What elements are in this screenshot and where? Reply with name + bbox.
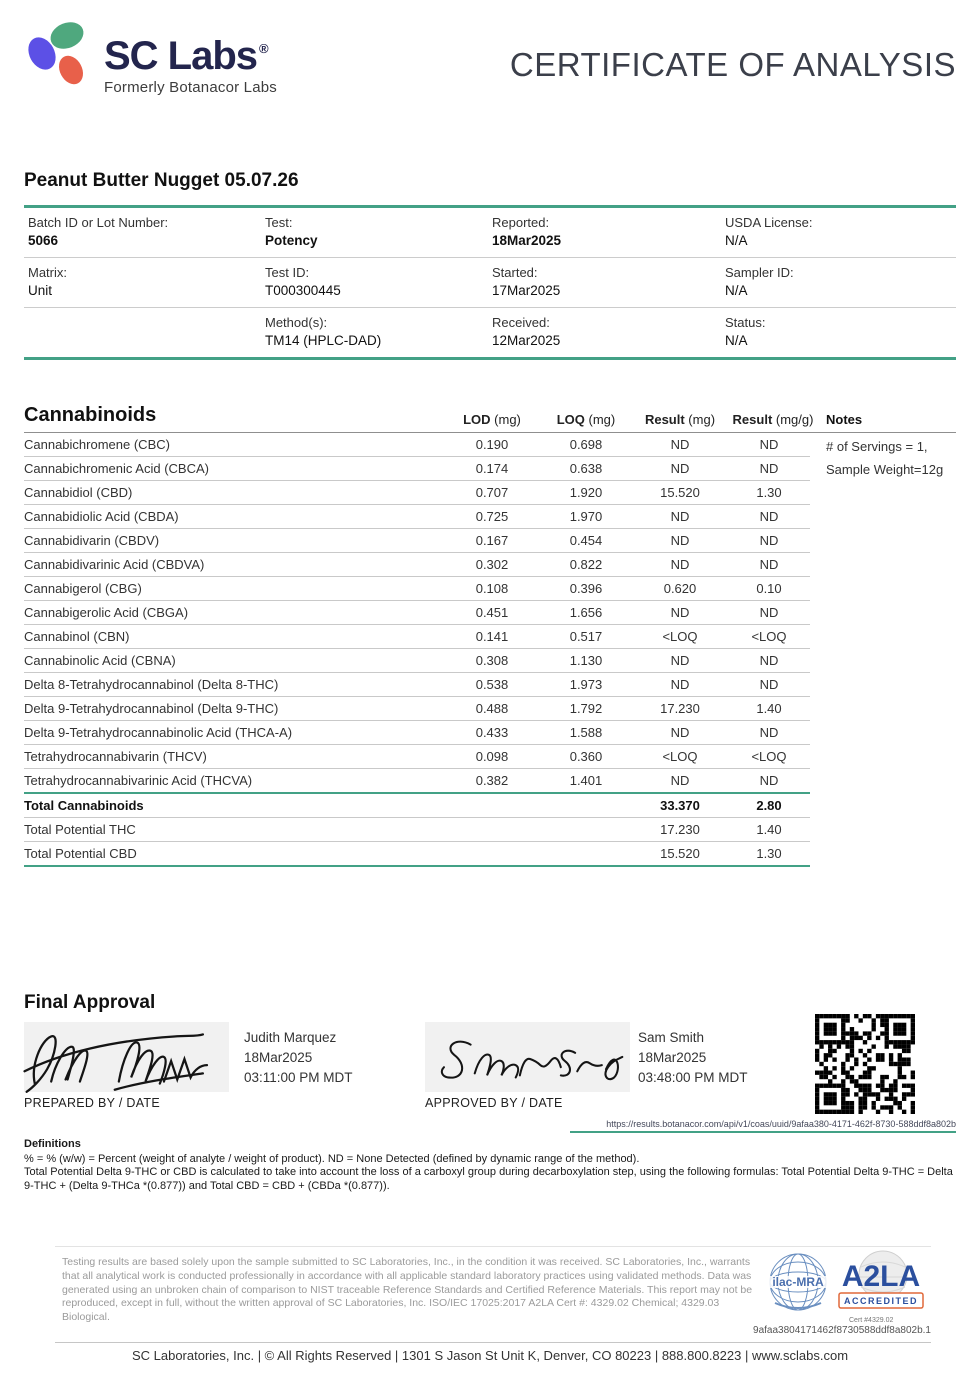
approval-divider [570,1131,956,1133]
cert-number: Cert #4329.02 [849,1317,894,1324]
info-value: 17Mar2025 [492,283,561,298]
info-value: N/A [725,233,748,248]
info-cell [492,315,725,348]
info-label: Test ID: [265,265,310,280]
info-row [24,258,956,308]
cannabinoid-row [24,721,810,745]
info-value: TM14 (HPLC-DAD) [265,333,382,348]
info-row [24,208,956,258]
result-mgg-value: ND [759,677,779,692]
info-cell [265,315,492,348]
info-cell [24,315,265,348]
result-mg-value: ND [670,557,690,572]
prepared-signature-box [24,1022,229,1092]
info-label: Batch ID or Lot Number: [28,215,169,230]
loq-value: 0.454 [569,533,603,548]
lod-value: 0.308 [475,653,509,668]
info-value: 5066 [28,233,59,248]
info-value: Potency [265,233,318,248]
lod-value: 0.382 [475,773,509,788]
info-label: USDA License: [725,215,813,230]
analyte-name: Delta 8-Tetrahydrocannabinol (Delta 8-THC) [24,677,279,692]
approved-by-details [638,1028,748,1088]
analyte-name: Cannabichromenic Acid (CBCA) [24,461,209,476]
analyte-name: Cannabidiolic Acid (CBDA) [24,509,179,524]
definitions-section [24,1138,958,1193]
loq-value: 0.822 [569,557,603,572]
result-mgg-value: 1.30 [756,485,782,500]
preparer-name: Judith Marquez [244,1030,337,1045]
loq-value: 0.517 [569,629,603,644]
info-label: Started: [492,265,538,280]
footer-address-bar: SC Laboratories, Inc. | © All Rights Reserved | 1301 S Jason St Unit K, Denver, CO 80223 | 888.800.8223 | www.sclabs.com [131,1348,849,1363]
cannabinoid-row [24,601,810,625]
approver-name: Sam Smith [638,1030,705,1045]
result-mgg-value: ND [759,533,779,548]
info-value: T000300445 [265,283,341,298]
brand-name-text: SC Labs [104,34,258,78]
result-mg-value: <LOQ [662,629,698,644]
result-mg-value: ND [670,509,690,524]
cannabinoid-row [24,481,810,505]
total-result-mg: 17.230 [660,822,700,837]
prepared-by-details [244,1028,353,1088]
total-label: Total Potential THC [24,822,136,837]
cannabinoid-row [24,553,810,577]
ilac-mra-label: ilac-MRA [772,1275,824,1289]
definition-line: Total Potential Delta 9-THC or CBD is calculated to take into account the loss of a carboxyl group during decarboxylation step, using the following formulas: Total Potential Delta 9-THC = Delta 9-THC + (Delta 9-THCa *(0.877)) and Total CBD = CBD + (CBDa *(0.877)). [24,1166,953,1192]
analyte-name: Cannabidivarinic Acid (CBDVA) [24,557,205,572]
sample-name-title: Peanut Butter Nugget 05.07.26 [24,170,299,191]
result-mg-value: ND [670,773,690,788]
qr-code [815,1014,915,1114]
ilac-mra-logo-icon [767,1251,829,1315]
info-cell [725,265,956,298]
loq-value: 0.638 [569,461,603,476]
result-mg-value: ND [670,533,690,548]
logo-text [104,22,277,96]
accreditation-block [753,1249,931,1341]
loq-value: 1.656 [569,605,603,620]
result-mgg-value: 1.40 [756,701,782,716]
info-cell [24,215,265,248]
brand-name [104,28,277,77]
info-cell [725,215,956,248]
definition-line: % = % (w/w) = Percent (weight of analyte / weight of product). ND = None Detected (defined by dynamic range of the method). [24,1152,640,1165]
result-mgg-value: ND [759,653,779,668]
result-mg-value: 17.230 [660,701,700,716]
loq-value: 0.360 [569,749,603,764]
analyte-name: Cannabidivarin (CBDV) [24,533,160,548]
cannabinoid-row [24,697,810,721]
a2la-logo-icon [831,1249,929,1315]
cannabinoid-row [24,457,810,481]
cannabinoid-row [24,505,810,529]
disclaimer-text: Testing results are based solely upon the sample submitted to SC Laboratories, Inc., in the condition it was received. SC Laboratories, Inc., warrants that all analytical work is conducted professionally in accordance with all applicable standard laboratory practices using validated methods. Data was generated using an unbroken chain of comparison to NIST traceable Reference Standards and Certified Reference Materials. This report may not be reproduced, except in full, without the written approval of SC Laboratories, Inc. ISO/IEC 17025:2017 A2LA Cert #: 4329.02 Chemical; 4329.03 Biological. [62,1256,753,1324]
a2la-label: A2LA [841,1260,921,1293]
total-result-mgg: 2.80 [756,798,782,813]
analyte-name: Cannabigerolic Acid (CBGA) [24,605,189,620]
lod-value: 0.167 [475,533,509,548]
lod-value: 0.433 [475,725,509,740]
approved-date: 18Mar2025 [638,1050,707,1065]
cannabinoids-title: Cannabinoids [24,404,157,426]
total-label: Total Potential CBD [24,846,137,861]
result-mg-value: ND [670,605,690,620]
analyte-name: Cannabichromene (CBC) [24,437,170,452]
col-lod-label: LOD [463,412,491,427]
lod-value: 0.451 [475,605,509,620]
cannabinoids-section [24,404,956,867]
loq-value: 1.401 [569,773,603,788]
col-result-mg-unit: (mg) [684,412,716,427]
analyte-name: Cannabinolic Acid (CBNA) [24,653,176,668]
info-value: N/A [725,333,748,348]
result-mgg-value: ND [759,509,779,524]
total-result-mgg: 1.30 [756,846,782,861]
result-mg-value: ND [670,653,690,668]
col-result-mgg-label: Result [732,412,773,427]
col-lod-unit: (mg) [490,412,521,427]
info-cell [492,215,725,248]
info-value: N/A [725,283,748,298]
result-mg-value: ND [670,677,690,692]
registered-mark: ® [259,41,269,56]
column-header-lod [444,412,540,427]
analyte-name: Cannabinol (CBN) [24,629,130,644]
result-mg-value: 0.620 [663,581,697,596]
cannabinoid-row [24,769,810,792]
lod-value: 0.098 [475,749,509,764]
lod-value: 0.488 [475,701,509,716]
notes-column [826,435,956,481]
analyte-name: Tetrahydrocannabivarinic Acid (THCVA) [24,773,253,788]
result-mgg-value: 0.10 [756,581,782,596]
lod-value: 0.725 [475,509,509,524]
info-value: Unit [28,283,53,298]
loq-value: 1.920 [569,485,603,500]
column-header-notes: Notes [826,412,863,427]
info-label: Sampler ID: [725,265,794,280]
loq-value: 1.970 [569,509,603,524]
analyte-name: Tetrahydrocannabivarin (THCV) [24,749,207,764]
sclabs-logo [27,22,277,96]
total-label: Total Cannabinoids [24,798,144,813]
loq-value: 1.130 [569,653,603,668]
cannabinoid-row [24,433,810,457]
column-header-result-mg [632,412,728,427]
lod-value: 0.190 [475,437,509,452]
info-label: Status: [725,315,766,330]
col-loq-label: LOQ [556,412,585,427]
info-cell [725,315,956,348]
document-id: 9afaa3804171462f8730588ddf8a802b.1 [753,1325,931,1336]
cannabinoid-row [24,577,810,601]
cannabinoids-table-body [24,433,956,867]
cannabinoid-totals [24,792,810,867]
lod-value: 0.141 [475,629,509,644]
approved-time: 03:48:00 PM MDT [638,1070,748,1085]
result-mg-value: ND [670,437,690,452]
cannabinoid-rows [24,433,810,792]
result-mgg-value: <LOQ [751,749,787,764]
approved-by-caption: APPROVED BY / DATE [425,1096,563,1110]
info-cell [492,265,725,298]
final-approval-title: Final Approval [24,992,156,1013]
total-result-mg: 15.520 [660,846,700,861]
prepared-date: 18Mar2025 [244,1050,313,1065]
section-title-cell [24,404,444,427]
sample-info-table [24,205,956,360]
analyte-name: Cannabigerol (CBG) [24,581,142,596]
loq-value: 0.396 [569,581,603,596]
logo-orange-dot-icon [54,52,88,89]
approved-signature-box [425,1022,630,1092]
prepared-signature-icon [18,1018,233,1100]
info-value: 18Mar2025 [492,233,562,248]
result-mg-value: <LOQ [662,749,698,764]
result-mgg-value: ND [759,461,779,476]
results-url-link[interactable]: https://results.botanacor.com/api/v1/coas/uuid/9afaa380-4171-462f-8730-588ddf8a802b [606,1119,956,1129]
total-row [24,841,810,865]
total-result-mgg: 1.40 [756,822,782,837]
document-title: CERTIFICATE OF ANALYSIS [509,46,956,83]
cannabinoid-row [24,529,810,553]
analyte-name: Delta 9-Tetrahydrocannabinolic Acid (THCA-A) [24,725,293,740]
lod-value: 0.108 [475,581,509,596]
result-mgg-value: ND [759,773,779,788]
brand-tagline: Formerly Botanacor Labs [104,79,278,96]
col-result-mg-label: Result [644,412,685,427]
final-approval-section [24,992,956,1142]
lod-value: 0.302 [475,557,509,572]
accredited-label: ACCREDITED [843,1296,919,1306]
definitions-title: Definitions [24,1138,81,1150]
result-mgg-value: ND [759,437,779,452]
info-label: Reported: [492,215,550,230]
lod-value: 0.538 [475,677,509,692]
loq-value: 0.698 [569,437,603,452]
total-result-mg: 33.370 [660,798,700,813]
prepared-by-caption: PREPARED BY / DATE [24,1096,160,1110]
info-label: Test: [265,215,293,230]
note-line: # of Servings = 1, [826,439,928,454]
lod-value: 0.174 [475,461,509,476]
lod-value: 0.707 [475,485,509,500]
analyte-name: Cannabidiol (CBD) [24,485,133,500]
cannabinoid-row [24,745,810,769]
total-row [24,817,810,841]
info-value: 12Mar2025 [492,333,561,348]
prepared-time: 03:11:00 PM MDT [244,1070,353,1085]
result-mgg-value: ND [759,557,779,572]
cannabinoids-table-header [24,404,956,433]
info-label: Method(s): [265,315,328,330]
column-header-loq [540,412,632,427]
result-mg-value: 15.520 [660,485,700,500]
result-mg-value: ND [670,725,690,740]
approved-signature-icon [419,1018,634,1100]
note-line: Sample Weight=12g [826,462,944,477]
sclabs-logo-icon [27,22,89,88]
col-result-mgg-unit: (mg/g) [772,412,814,427]
column-header-result-mgg [728,412,818,427]
disclaimer-section [55,1246,931,1343]
info-cell [265,215,492,248]
info-cell [24,265,265,298]
result-mgg-value: ND [759,605,779,620]
info-cell [265,265,492,298]
cannabinoid-row [24,625,810,649]
result-mgg-value: <LOQ [751,629,787,644]
result-mg-value: ND [670,461,690,476]
result-mgg-value: ND [759,725,779,740]
loq-value: 1.588 [569,725,603,740]
cannabinoid-row [24,673,810,697]
info-label: Received: [492,315,550,330]
cannabinoid-row [24,649,810,673]
analyte-name: Delta 9-Tetrahydrocannabinol (Delta 9-THC) [24,701,279,716]
info-row [24,308,956,357]
col-loq-unit: (mg) [584,412,616,427]
info-label: Matrix: [28,265,67,280]
loq-value: 1.973 [569,677,603,692]
total-row [24,794,810,817]
loq-value: 1.792 [569,701,603,716]
